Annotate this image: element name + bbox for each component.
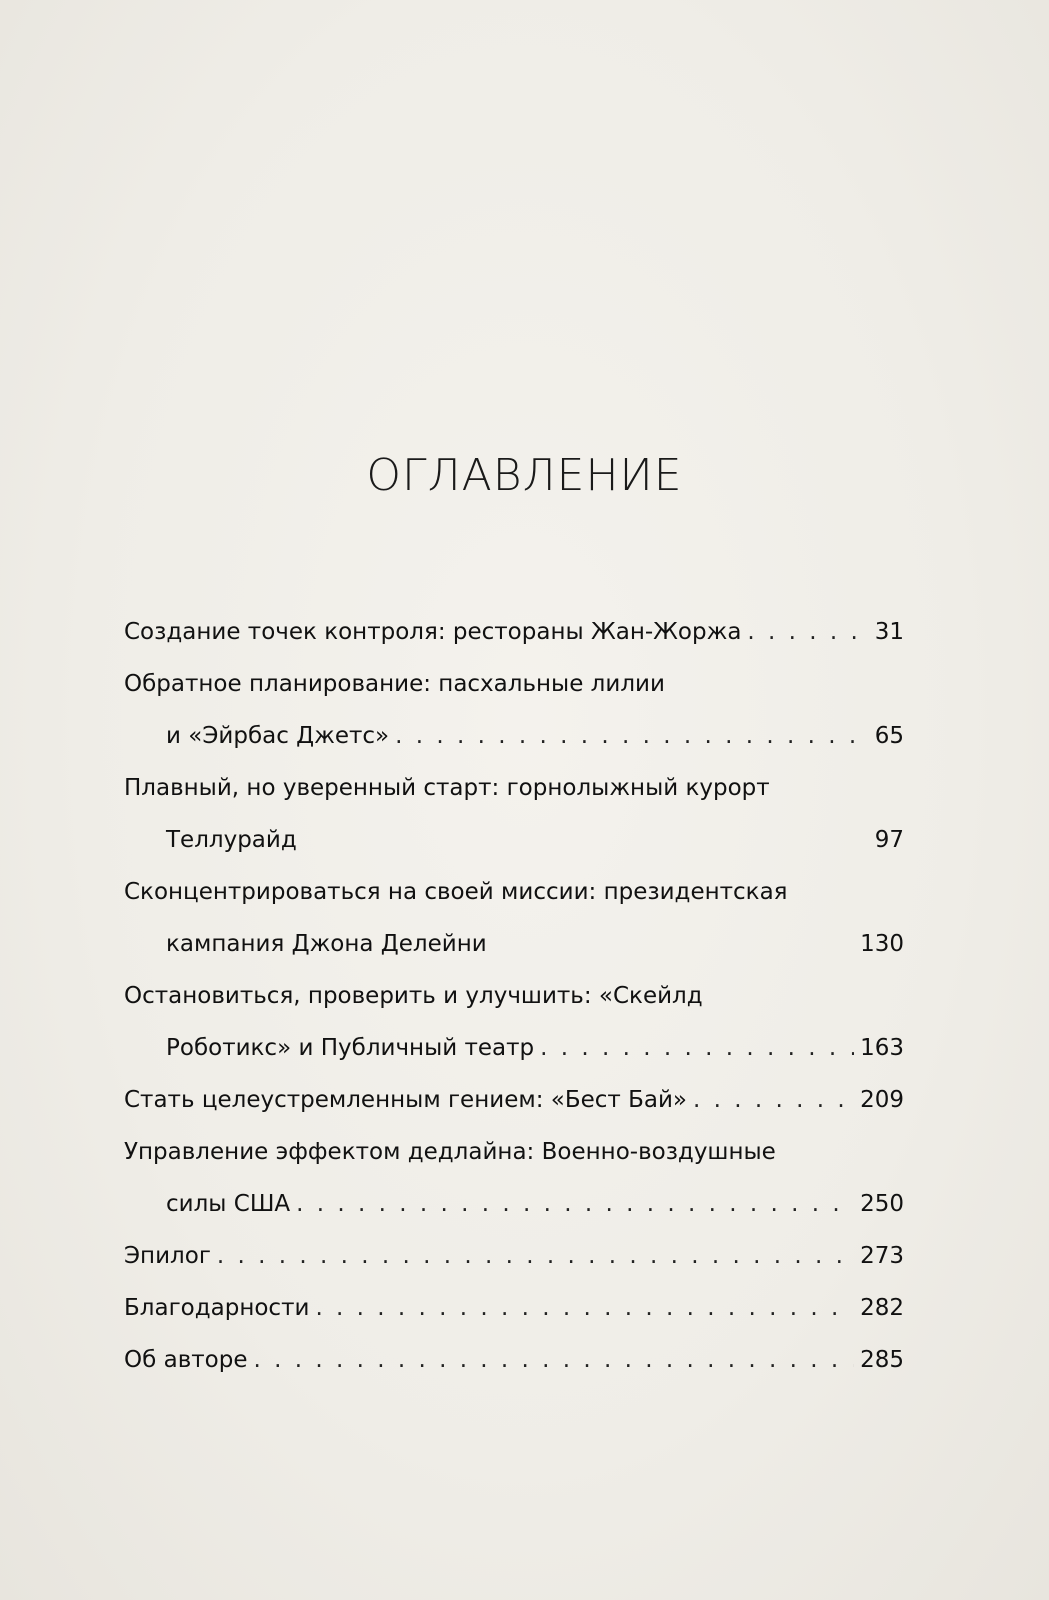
toc-page-number: 273 [860, 1243, 904, 1269]
toc-entry [124, 617, 904, 647]
toc-entry-title: Создание точек контроля: рестораны Жан-Жоржа [124, 619, 742, 645]
toc-page-number: 97 [874, 827, 904, 853]
toc-entry-title: Остановиться, проверить и улучшить: «Скейлд [124, 983, 703, 1009]
toc-entry-title: Обратное планирование: пасхальные лилии [124, 671, 665, 697]
toc-entry-title-continued: Роботикс» и Публичный театр [166, 1035, 535, 1061]
toc-entry [124, 1085, 904, 1115]
dot-leader [693, 1085, 854, 1115]
toc-entry [124, 877, 904, 959]
toc-entry-title: Стать целеустремленным гением: «Бест Бай» [124, 1087, 688, 1113]
dot-leader [217, 1241, 854, 1271]
toc-entry-title-continued: силы США [166, 1191, 291, 1217]
toc-entry-title: Благодарности [124, 1295, 310, 1321]
toc-page-number: 130 [860, 931, 904, 957]
dot-leader [253, 1345, 854, 1375]
toc-page-number: 209 [860, 1087, 904, 1113]
toc-page-number: 31 [874, 619, 904, 645]
dot-leader [540, 1033, 854, 1063]
toc-entry [124, 773, 904, 855]
toc-page-number: 250 [860, 1191, 904, 1217]
dot-leader [315, 1293, 854, 1323]
dot-leader [296, 1189, 854, 1219]
toc-entry-title: Сконцентрироваться на своей миссии: президентская [124, 879, 788, 905]
toc-entry-title-continued: и «Эйрбас Джетс» [166, 723, 390, 749]
dot-leader [747, 617, 868, 647]
page-title: ОГЛАВЛЕНИЕ [366, 450, 683, 501]
toc-page-number: 285 [860, 1347, 904, 1373]
toc-page-number: 163 [860, 1035, 904, 1061]
toc-entry [124, 1137, 904, 1219]
table-of-contents [124, 617, 904, 1397]
toc-entry-title: Об авторе [124, 1347, 248, 1373]
toc-entry-title: Плавный, но уверенный старт: горнолыжный курорт [124, 775, 770, 801]
toc-entry-title: Управление эффектом дедлайна: Военно-воздушные [124, 1139, 776, 1165]
toc-entry [124, 669, 904, 751]
toc-page-number: 65 [874, 723, 904, 749]
toc-entry [124, 1293, 904, 1323]
dot-leader [395, 721, 869, 751]
toc-entry-title: Эпилог [124, 1243, 211, 1269]
toc-entry-title-continued: кампания Джона Делейни [166, 931, 487, 957]
toc-entry-title-continued: Теллурайд [166, 827, 297, 853]
toc-entry [124, 1241, 904, 1271]
toc-entry [124, 981, 904, 1063]
toc-page-number: 282 [860, 1295, 904, 1321]
toc-entry [124, 1345, 904, 1375]
